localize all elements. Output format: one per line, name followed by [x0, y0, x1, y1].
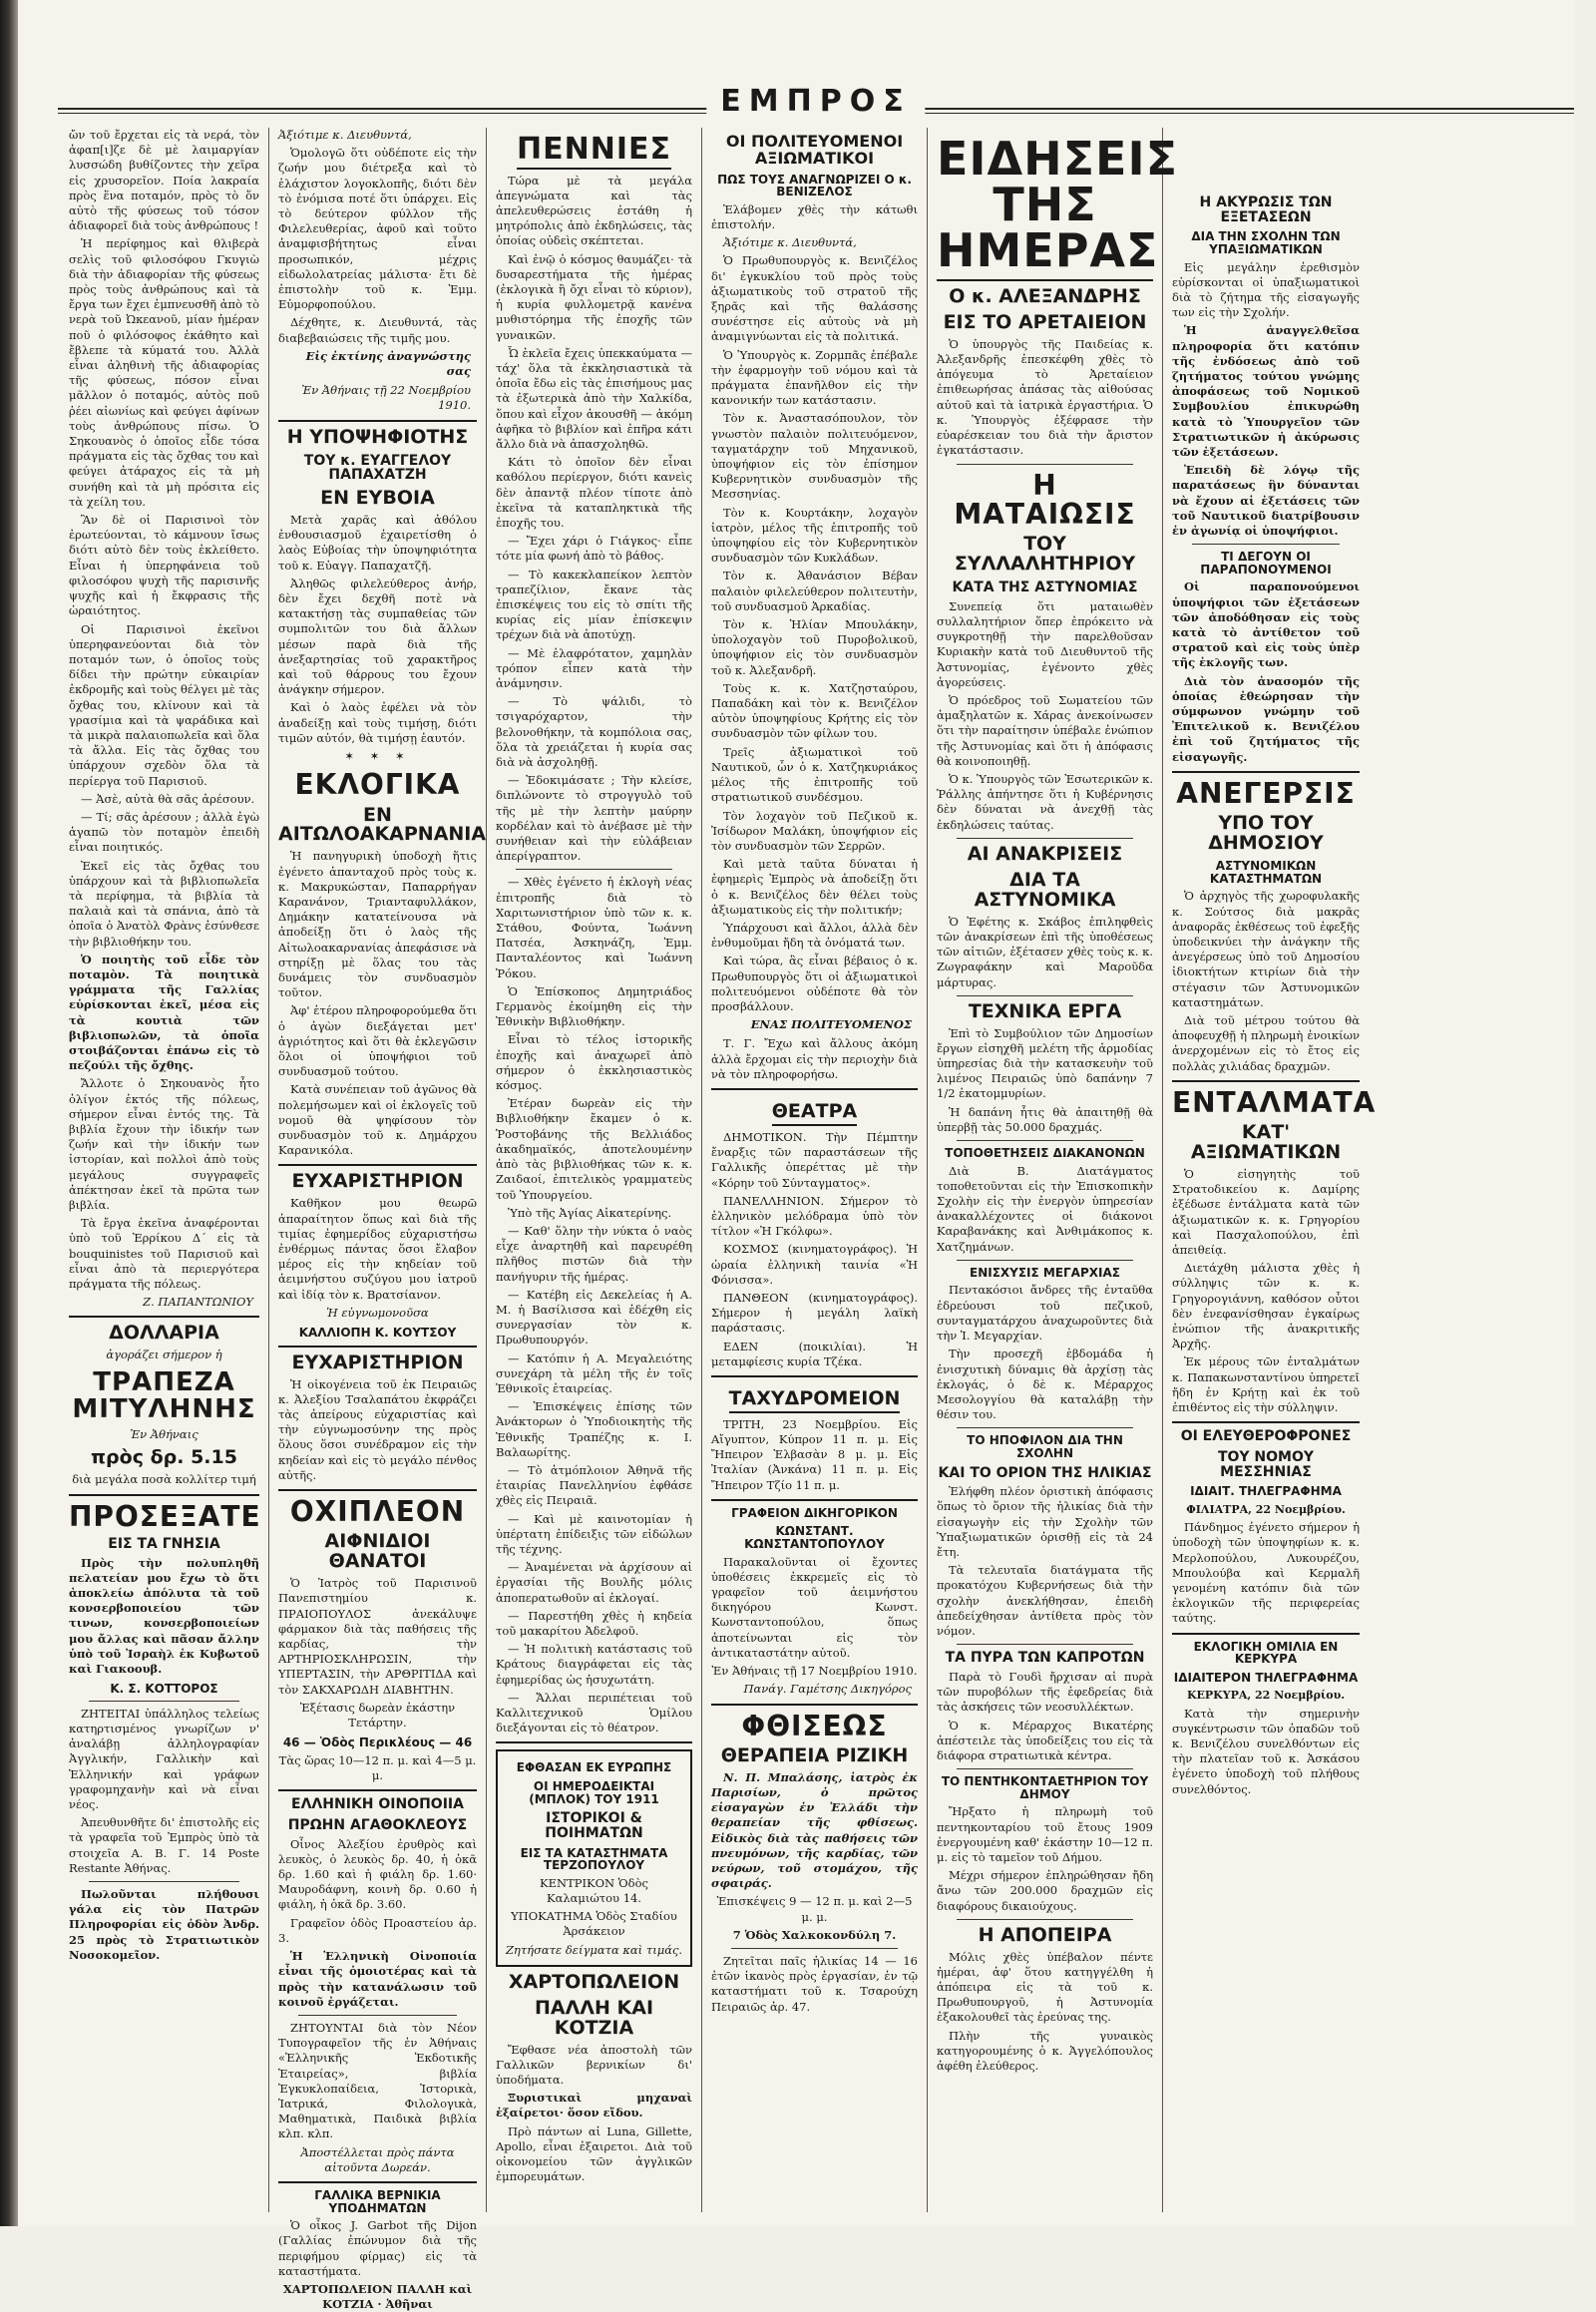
- article-text: Εἰς μεγάλην ἐρεθισμὸν εὑρίσκονται οἱ ὑπαξιωματικοὶ διὰ τὸ ζήτημα τῆς εἰσαγωγῆς των εἰς τὴν Σχολήν.: [1172, 259, 1360, 320]
- news-item: Εἶναι τὸ τέλος ἱστορικῆς ἐποχῆς καὶ ἀναχωρεῖ ἀπὸ σήμερον ὁ ἐκκλησιαστικὸς κόσμος.: [496, 1032, 692, 1093]
- headline-wrap: [496, 128, 692, 174]
- divider: [957, 464, 1133, 465]
- article-text: Ἤρξατο ἡ πληρωμὴ τοῦ πεντηκονταρίου τοῦ ἔτους 1909 ἐνεργουμένη καθ' ἑκάστην 10—12 π. μ. εἰς τὸ ταμεῖον τοῦ Δήμου.: [937, 1804, 1153, 1864]
- classified-text: Ζητεῖται παῖς ἡλικίας 14 — 16 ἐτῶν ἱκανὸς πρὸς ἐργασίαν, ἐν τῷ καταστήματι τοῦ κ. Τσαρούχη Πειραιῶς ἀρ. 47.: [711, 1954, 918, 2014]
- ad-text: Ἡ Ἑλληνικὴ Οἰνοποιία εἶναι τῆς ὁμοιοτέρας καὶ τὰ πρὸς τὴν κατανάλωσιν τοῦ κοινοῦ ἐργάζεται.: [278, 1949, 477, 2009]
- headline: ΟΙ ΠΟΛΙΤΕΥΟΜΕΝΟΙ ΑΞΙΩΜΑΤΙΚΟΙ: [725, 132, 904, 168]
- letter-salutation: Ἀξιότιμε κ. Διευθυντά,: [278, 128, 412, 142]
- article-text: Διετάχθη μάλιστα χθὲς ἡ σύλληψις τῶν κ. κ. Γρηγορογιάννη, καθόσον οὗτοι δὲν ἐνεφανίσθησαν ἐγκαίρως ἐνώπιον τῆς ἀνακριτικῆς Ἀρχῆς.: [1172, 1261, 1360, 1351]
- divider: [1192, 544, 1340, 545]
- headline: ΕΝ ΑΙΤΩΛΟΑΚΑΡΝΑΝΙΑ: [278, 803, 487, 846]
- headline: Η ΥΠΟΨΗΦΙΟΤΗΣ: [286, 425, 469, 448]
- ad-heading: ΓΡΑΦΕΙΟΝ ΔΙΚΗΓΟΡΙΚΟΝ: [731, 1505, 898, 1520]
- headline: ΤΟΥ κ. ΕΥΑΓΓΕΛΟΥ ΠΑΠΑΧΑΤΖΗ: [303, 452, 452, 484]
- divider: [711, 1088, 918, 1090]
- article-text: Ὁμολογῶ ὅτι οὐδέποτε εἰς τὴν ζωήν μου διέτρεξα καὶ τὸ ἐλάχιστον λογοκλοπῆς, διότι δὲν τὸ ἐνόμισα ποτέ ὅτι ὑπάρχει. Εἰς τὸ δεύτερον φύλλον τῆς Φιλελευθερίας, ἀφοῦ καὶ τοῦτο ἀναμφισβήτητως εἶναι προσωπικόν, μέχρις εἰδωλολατρείας μάλιστα· ἔτι δὲ ἐπιστολὴν τοῦ κ. Ἐμμ. Εὐμορφοπούλου.: [278, 146, 477, 312]
- article-text: — Ἐδοκιμάσατε ; Τὴν κλείσε, διπλώνοντε τὸ στρογγυλὸ τοῦ τῆς μὲ τὴν λεπτὴν μαύρην κορδέλαν καὶ τὸ ἀνέβασε μὲ τὴν συνήθειαν καὶ τὴν εὐλάβειαν ἀπερίγραπτον.: [496, 773, 692, 864]
- article-text: Καὶ τώρα, ἂς εἶναι βέβαιος ὁ κ. Πρωθυπουργὸς ὅτι οἱ ἀξιωματικοὶ πολιτευόμενοι οὐδέποτε θὰ τὸν προσβάλλουν.: [711, 954, 918, 1013]
- news-item: — Τὸ ἀτμόπλοιον Ἀθηνᾶ τῆς ἑταιρίας Πανελληνίου ἐφθάσε χθὲς εἰς Πειραιᾶ.: [496, 1462, 692, 1508]
- divider: [516, 869, 672, 870]
- news-item: — Ἐπισκέψεις ἐπίσης τῶν Ἀνάκτορων ὁ Ὑποδιοικητὴς τῆς Ἐθνικῆς Τραπέζης κ. Ι. Βαλαωρίτης.: [496, 1399, 692, 1459]
- newspaper-page: [18, 0, 1574, 2312]
- divider: [1172, 1080, 1360, 1082]
- section-heading: ΤΑΧΥΔΡΟΜΕΙΟΝ: [729, 1389, 901, 1413]
- headline: ΠΩΣ ΤΟΥΣ ΑΝΑΓΝΩΡΙΖΕΙ Ο κ. ΒΕΝΙΖΕΛΟΣ: [717, 172, 912, 199]
- headline: ΕΚΛΟΓΙΚΑ: [294, 768, 461, 802]
- headline: Η ΑΚΥΡΩΣΙΣ ΤΩΝ ΕΞΕΤΑΣΕΩΝ: [1199, 194, 1333, 225]
- ad-heading: ΠΑΛΛΗ ΚΑΙ ΚΟΤΖΙΑ: [534, 1996, 654, 2039]
- ad-text: Ἔφθασε νέα ἀποστολὴ τῶν Γαλλικῶν βερνικίων δι' ὑποδήματα.: [496, 2042, 692, 2087]
- article-text: Διὰ τοῦ μέτρου τούτου θὰ ἀποφευχθῇ ἡ πληρωμὴ ἐνοικίων ἀνερχομένων εἰς τὸ ἔτος εἰς πολλὰς χιλιάδας δραχμῶν.: [1172, 1012, 1360, 1073]
- ad-heading: ΓΑΛΛΙΚΑ ΒΕΡΝΙΚΙΑ ΥΠΟΔΗΜΑΤΩΝ: [314, 2187, 441, 2215]
- signature: ΚΑΛΛΙΟΠΗ Κ. ΚΟΥΤΣΟΥ: [298, 1326, 457, 1341]
- headline: Η ΜΑΤΑΙΩΣΙΣ: [954, 468, 1136, 531]
- headline: ΑΝΕΓΕΡΣΙΣ: [1176, 776, 1356, 810]
- ad-text: Γραφεῖον ὁδὸς Προαστείου ἀρ. 3.: [278, 1915, 477, 1945]
- headline: ΠΕΝΝΙΕΣ: [517, 134, 671, 170]
- article-text: Πλὴν τῆς γυναικὸς κατηγορουμένης ὁ κ. Ἀγγελόπουλος ἀφέθη ἐλεύθερος.: [937, 2028, 1153, 2074]
- article-text: Μέχρι σήμερον ἐπληρώθησαν ἤδη ἄνω τῶν 200.000 δραχμῶν εἰς διαφόρους δικαιούχους.: [937, 1868, 1153, 1913]
- article-text: Πάνδημος ἐγένετο σήμερον ἡ ὑποδοχὴ τῶν ὑποψηφίων κ. κ. Μερλοπούλου, Λυκουρέζου, Μπουλούβα καὶ Κερμαλῆ γενομένη κατόπιν διὰ τῶν ἐκλογικῶν τῆς περιφερείας ταύτης.: [1172, 1520, 1360, 1626]
- headline-wrap: [711, 1096, 918, 1130]
- article-text: Ἀφ' ἑτέρου πληροφορούμεθα ὅτι ὁ ἀγὼν διεξάγεται μετ' ἀγριότητος καὶ ὅτι θὰ ἐκλεγῶσιν ὅλοι οἱ ὑποψήφιοι τοῦ συνδυασμοῦ τούτου.: [278, 1003, 477, 1079]
- ad-text: ΚΕΝΤΡΙΚΟΝ Ὁδὸς Καλαμιώτου 14.: [540, 1875, 648, 1905]
- masthead: [58, 82, 1574, 122]
- divider: [278, 1346, 477, 1348]
- divider: [278, 420, 477, 422]
- ad-heading: ΘΕΡΑΠΕΙΑ ΡΙΖΙΚΗ: [720, 1743, 909, 1766]
- headline: Η ΑΠΟΠΕΙΡΑ: [978, 1923, 1112, 1946]
- article-text: Καὶ μετὰ ταῦτα δύναται ἡ ἐφημερὶς Ἐμπρὸς νὰ ἀποδείξῃ ὅτι ὁ κ. Βενιζέλος δὲν θέλει τοὺς ἀξιωματικοὺς εἰς τὴν πολιτικήν;: [711, 857, 918, 917]
- theatre-item: ΕΔΕΝ (ποικιλίαι). Ἡ μεταμφίεσις κυρία Τζέκα.: [711, 1339, 918, 1368]
- divider: [89, 1701, 239, 1702]
- ad-subheading: ΕΙΣ ΤΑ ΓΝΗΣΙΑ: [108, 1535, 220, 1552]
- news-item: — Ἡ πολιτικὴ κατάστασις τοῦ Κράτους διαγράφεται εἰς τὰς ἐφημερίδας ὡς ἡσυχωτάτη.: [496, 1642, 692, 1687]
- article-text: Οἱ παραπονούμενοι ὑποψήφιοι τῶν ἐξετάσεων τῶν ἀποδόθησαν εἰς τοὺς κατὰ τὸ ἀντίθετον τοῦ στρατοῦ καὶ εἰς τοὺς ὑπὲρ τῆς ἐκλογῆς των.: [1172, 579, 1360, 670]
- divider: [1172, 1633, 1360, 1635]
- article-text: Ἐκ μέρους τῶν ἐνταλμάτων κ. Παπακωνσταντίνου ὑπηρετεῖ ἤδη ἐν Κρήτῃ καὶ ἐκ τοῦ ἐπιθέντος εἰς τὴν σύλληψιν.: [1172, 1354, 1360, 1415]
- article-text: Ἐπὶ τὸ Συμβούλιον τῶν Δημοσίων ἔργων εἰσηχθῆ μελέτη τῆς ἁρμοδίας ὑπηρεσίας διὰ τὴν κατασκευὴν τοῦ λιμένος Πειραιῶς ὑπὸ δαπάνην 7 1/2 ἑκατομμυρίων.: [937, 1025, 1153, 1101]
- ad-text: Ν. Π. Μπαλάσης, ἰατρὸς ἐκ Παρισίων, ὁ πρῶτος εἰσαγαγὼν ἐν Ἑλλάδι τὴν θεραπείαν τῆς φθίσεως. Εἰδικὸς διὰ τὰς παθήσεις τῶν πνευμόνων, τῆς καρδίας, τῶν νεύρων, τοῦ στομάχου, τῆς σφαιράς.: [711, 1769, 918, 1891]
- divider: [957, 995, 1133, 996]
- classified-text: Ἀπευθυνθῆτε δι' ἐπιστολῆς εἰς τὰ γραφεῖα τοῦ Ἐμπρὸς ὑπὸ τὰ στοιχεῖα Α. Β. Γ. 14 Poste Restante Ἀθήνας.: [69, 1815, 259, 1875]
- article-text: Ὁ κ. Ὑπουργὸς τῶν Ἐσωτερικῶν κ. Ῥάλλης ἀπήντησε ὅτι ἡ Κυβέρνησις δὲν δύναται νὰ ἀνεχθῇ τὰς ἐκδηλώσεις ταύτας.: [937, 772, 1154, 832]
- headline: ΕΝΙΣΧΥΣΙΣ ΜΕΓΑΡΧΙΑΣ: [970, 1265, 1120, 1280]
- ad-heading: ΠΡΩΗΝ ΑΓΑΘΟΚΛΕΟΥΣ: [287, 1816, 468, 1833]
- ad-subheading: ἀγοράζει σήμερον ἡ: [106, 1348, 222, 1362]
- column-5: [928, 128, 1179, 2212]
- column-2: [269, 128, 487, 2312]
- divider: [711, 1375, 918, 1377]
- article-text: Πεντακόσιοι ἄνδρες τῆς ἐνταῦθα ἐδρεύουσι τοῦ πεζικοῦ, συνταγματάρχου ἀναχωροῦντες διὰ τὴν Ἱ. Μεγαρχίαν.: [937, 1283, 1153, 1344]
- article-text: — Τὸ κακεκλαπείκον λεπτὸν τραπεζίλιον, ἔκανε τὰς ἐπισκέψεις του εἰς τὸ σπίτι τῆς κυρίας εἰς μίαν ἐπίσκεψιν τρέχων διὰ νὰ ἀποτύχῃ.: [496, 567, 692, 642]
- ad-box: [496, 1749, 692, 1966]
- article-text: Τὸν λοχαγὸν τοῦ Πεζικοῦ κ. Ἰσίδωρον Μαλάκη, ὑποψήφιον εἰς τὸν συνδυασμὸν τῶν Σερρῶν.: [711, 808, 918, 853]
- section-banner: ΕΙΔΗΣΕΙΣ ΤΗΣ ΗΜΕΡΑΣ: [937, 132, 1179, 277]
- ad-text: ΧΑΡΤΟΠΩΛΕΙΟΝ ΠΑΛΛΗ καὶ ΚΟΤΖΙΑ · Ἀθῆναι: [282, 2281, 473, 2312]
- article-text: Ἀληθῶς φιλελεύθερος ἀνήρ, δὲν ἔχει δεχθῆ ποτὲ νὰ κατακτήσῃ τὰς συμπαθείας τῶν συμπολιτῶν του διὰ ἄλλων μέσων παρὰ διὰ τῆς ἀνεξαρτησίας τοῦ χαρακτῆρος καὶ τοῦ θάρρους του ἔχουν ἀνάγκην σήμερον.: [278, 576, 477, 697]
- ad-heading: ΠΡΟΣΕΞΑΤΕ: [69, 1499, 261, 1533]
- headline: ΚΑΤΑ ΤΗΣ ΑΣΤΥΝΟΜΙΑΣ: [952, 579, 1138, 596]
- article-text: Ὁ Ἐφέτης κ. Σκάβος ἐπιληφθεὶς τῶν ἀνακρίσεων ἐπὶ τῆς ὑποθέσεως τῶν αἰτιῶν, ἐξέτασεν χθὲς τοὺς κ. κ. Ζωγραφάκην καὶ Μαροῦδα μάρτυρας.: [937, 914, 1153, 989]
- headline: ΤΕΧΝΙΚΑ ΕΡΓΑ: [968, 999, 1122, 1022]
- theatre-item: ΔΗΜΟΤΙΚΟΝ. Τὴν Πέμπτην ἔναρξις τῶν παραστάσεων τῆς Γαλλικῆς ὀπερέττας μὲ τὴν «Κόρην τοῦ Σύνταγματος».: [711, 1129, 918, 1190]
- headline: ΤΟ ΗΠΟΦΙΛΟΝ ΔΙΑ ΤΗΝ ΣΧΟΛΗΝ: [967, 1433, 1123, 1460]
- headline: ΔΙΑ ΤΗΝ ΣΧΟΛΗΝ ΤΩΝ ΥΠΑΞΙΩΜΑΤΙΚΩΝ: [1191, 229, 1341, 256]
- divider: [957, 1768, 1133, 1769]
- news-item: — Παρεστήθη χθὲς ἡ κηδεία τοῦ μακαρίτου Ἀδελφοῦ.: [496, 1608, 692, 1638]
- article-text: Οἱ Παρισινοὶ ἐκεῖνοι ὑπερηφανεύονται διὰ τὸν ποταμόν των, ὁ ὁποῖος τοὺς δίδει τὴν πρώτην εὐκαιρίαν ἐκδρομῆς καὶ τοὺς θέλγει μὲ τὰς ὄχθας του, κλίνουν καὶ τὰ γρασίμια καὶ τὰ ψαράδικα καὶ τὰ μικρὰ παλαιοπωλεῖα καὶ ὅλα τὰ ἄλλα. Εἰς τὰς ὄχθας του ὑπάρχουν σχεδὸν ὅλα τὰ περίεργα τοῦ Παρισιοῦ.: [69, 621, 259, 788]
- letter-signature: ΕΝΑΣ ΠΟΛΙΤΕΥΟΜΕΝΟΣ: [750, 1017, 912, 1032]
- ad-text: Παρακαλοῦνται οἱ ἔχοντες ὑποθέσεις ἐκκρεμεῖς εἰς τὸ γραφεῖον τοῦ ἀειμνήστου δικηγόρου Κωνστ. Κωνσταντοπούλου, ὅπως ἀποτείνωνται εἰς τὸν ἀντικαταστάτην αὐτοῦ.: [711, 1554, 918, 1660]
- divider: [711, 1499, 918, 1501]
- ad-heading: ΚΩΝΣΤΑΝΤ. ΚΩΝΣΤΑΝΤΟΠΟΥΛΟΥ: [744, 1524, 885, 1552]
- article-text: Ἐπειδὴ δὲ λόγῳ τῆς παρατάσεως ἣν δύνανται νὰ ἔχουν αἱ ἐξετάσεις τῶν τοῦ Ναυτικοῦ διατρίβουσιν ἐν ἀγωνίᾳ οἱ ὑποψήφιοι.: [1172, 463, 1360, 539]
- article-text: Ὁ Ὑπουργὸς κ. Ζορμπᾶς ἐπέβαλε τὴν ἐφαρμογὴν τοῦ νόμου καὶ τὰ πράγματα ἐπανῆλθον εἰς τὴν κανονικήν των κατάστασιν.: [711, 347, 918, 408]
- headline: Ο κ. ΑΛΕΞΑΝΔΡΗΣ: [949, 285, 1141, 307]
- article-text: Κατὰ τὴν σημερινὴν συγκέντρωσιν τῶν ὁπαδῶν τοῦ κ. Βενιζέλου συνελθόντων εἰς τὴν πλατεῖαν τοῦ κ. Ἀσκάσου ἐγένετο ὑποδοχὴ τοῦ πλήθους συνελθόντος.: [1172, 1706, 1360, 1796]
- divider: [278, 1789, 477, 1791]
- ad-text: Ξυριστικαὶ μηχαναὶ ἐξαίρετοι· ὅσον εἴδου.: [496, 2091, 692, 2120]
- article-text: Τὸν κ. Ἀναστασόπουλον, τὸν γνωστὸν παλαιὸν πολιτευόμενον, ταγματάρχην τοῦ Μηχανικοῦ, ὑποψήφιον εἰς τὸν ἐπίσημον Κυβερνητικὸν συνδυασμὸν τῆς Μεσσηνίας.: [711, 411, 918, 502]
- article-text: Ἡ πανηγυρικὴ ὑποδοχὴ ἥτις ἐγένετο ἀπανταχοῦ πρὸς τοὺς κ. κ. Μακρυκώσταν, Παπαρρήγαν Καρανάνον, Τριανταφυλλάκον, Δημάκην κατατείνουσα νὰ ἀποδείξῃ ὅτι ὁ λαὸς τῆς Αἰτωλοακαρνανίας ἀπεφάσισε νὰ στηρίξῃ μὲ ὅλας του τὰς δυνάμεις τὸν συνδυασμὸν τοῦτον.: [278, 849, 477, 1000]
- headline: ΕΥΧΑΡΙΣΤΗΡΙΟΝ: [291, 1350, 464, 1373]
- ad-text: Πρὸ πάντων αἱ Luna, Gillette, Apollo, εἶναι ἐξαιρετοι. Διὰ τοῦ οἰκονομείου τῶν ἀγγλικῶν ἐμπορευμάτων.: [496, 2123, 692, 2184]
- headline: ΙΔΙΑΙΤ. ΤΗΛΕΓΡΑΦΗΜΑ: [1190, 1484, 1342, 1499]
- ad-hours: Τὰς ὥρας 10—12 π. μ. καὶ 4—5 μ. μ.: [278, 1752, 477, 1783]
- divider: [957, 838, 1133, 839]
- headline: ΚΑΤ' ΑΞΙΩΜΑΤΙΚΩΝ: [1190, 1121, 1342, 1164]
- headline: ΥΠΟ ΤΟΥ ΔΗΜΟΣΙΟΥ: [1208, 812, 1324, 855]
- headline: ΕΝΤΑΛΜΑΤΑ: [1172, 1085, 1377, 1119]
- signature-prefix: Ἡ εὐγνωμονοῦσα: [326, 1305, 429, 1320]
- article-text: ὤν τοῦ ἔρχεται εἰς τὰ νερά, τὸν ἀφαπ[ι]ζε δὲ μὲ λαιμαργίαν λυσσώδη βυθίζοντες τὴν χεῖρα εἰς χρυσορεῖον. Ποία λακραία πρὸς ἕνα ποταμόν, πρὸς τὸ ὅν αὐτὸ τῆς φύσεως τοῦ τόσον ἀδιαφορεῖ διὰ τοὺς ἀνθρώπους !: [69, 128, 259, 233]
- ad-heading: ΟΧΙΠΛΕΟΝ: [289, 1495, 466, 1528]
- article-text: Ἡ ἀναγγελθεῖσα πληροφορία ὅτι κατόπιν τῆς ἐνδόσεως ἀπὸ τοῦ ζητήματος τούτου γνώμης ἀποφάσεως τοῦ Νομικοῦ Συμβουλίου ἐπικυρώθη κατὰ τὸ Ὑπουργεῖον τῶν Στρατιωτικῶν ἡ ἀκύρωσις τῶν ἐξετάσεων.: [1172, 323, 1360, 459]
- article-text: Καὶ ἐνῷ ὁ κόσμος θαυμάζει· τὰ δυσαρεστήματα τῆς ἡμέρας (ἐκλογικὰ ἢ ὄχι εἶναι τὸ κύριον), ἡ κυρία φυλλομετρᾷ κανένα μυθιστόρημα τῆς ἐποχῆς τῶν γυναικῶν.: [496, 251, 692, 342]
- article-text: Ὁ Πρωθυπουργὸς κ. Βενιζέλος δι' ἐγκυκλίου τοῦ πρὸς τοὺς ἀξιωματικοὺς τοῦ στρατοῦ τῆς ξηρᾶς καὶ τῆς θαλάσσης συνέστησε εἰς αὐτοὺς νὰ μὴ ἀναμιγνύωνται εἰς τὰ πολιτικά.: [711, 253, 918, 344]
- ornament: ✶ ✶ ✶: [344, 748, 411, 763]
- ad-text: Ἐν Ἀθήναις τῇ 17 Νοεμβρίου 1910.: [711, 1664, 918, 1679]
- ad-heading: ΙΣΤΟΡΙΚΟΙ & ΠΟΙΗΜΑΤΩΝ: [545, 1810, 643, 1841]
- divider: [278, 1489, 477, 1491]
- divider: [957, 1260, 1133, 1261]
- article-text: Μετὰ χαρᾶς καὶ ἀθόλου ἐνθουσιασμοῦ ἐχαιρετίσθη ὁ λαὸς Εὐβοίας τὴν ὑποψηφιότητα τοῦ κ. Εὐαγγ. Παπαχατζῆ.: [278, 512, 477, 573]
- ad-text: Ἀποστέλλεται πρὸς πάντα αἰτοῦντα Δωρεάν.: [300, 2144, 455, 2174]
- article-text: Τὸν κ. Ἀθανάσιον Βέβαν παλαιὸν φιλελεύθερον πολιτευτὴν, τοῦ συνδυασμοῦ Ἀρκαδίας.: [711, 569, 918, 613]
- article-text: — Τί; σᾶς ἀρέσουν ; ἀλλὰ ἐγὼ ἀγαπῶ τὸν ποταμὸν ἐπειδὴ εἶναι ποιητικός.: [69, 809, 259, 855]
- ad-bank-name: ΤΡΑΠΕΖΑ ΜΙΤΥΛΗΝΗΣ: [72, 1366, 256, 1424]
- headline: ΟΙ ΕΛΕΥΘΕΡΟΦΡΟΝΕΣ: [1180, 1428, 1352, 1445]
- article-text: Τοὺς κ. κ. Χατζησταύρου, Παπαδάκη καὶ τὸν κ. Βενιζέλον αὐτὸν ὑποψηφίους Κρήτης εἰς τὸν συνδυασμὸν τῶν φίλων του.: [711, 680, 918, 741]
- article-text: Τρεῖς ἀξιωματικοὶ τοῦ Ναυτικοῦ, ὧν ὁ κ. Χατζηκυριάκος μέλος τῆς ἐπιτροπῆς τοῦ στρατιωτικοῦ συνδέσμου.: [711, 744, 918, 805]
- headline: ΕΚΛΟΓΙΚΗ ΟΜΙΛΙΑ ΕΝ ΚΕΡΚΥΡΑ: [1193, 1639, 1339, 1667]
- news-item: — Κατέβη εἰς Δεκελείας ἡ Α. Μ. ἡ Βασίλισσα καὶ ἐδέχθη εἰς συνεργασίαν τὸν κ. Πρωθυπουργόν.: [496, 1287, 692, 1348]
- news-item: — Καθ' ὅλην τὴν νύκτα ὁ ναὸς εἶχε ἀναρτηθῆ καὶ παρευρέθη πλῆθος πιστῶν διὰ τὴν πανήγυριν τῆς ἡμέρας.: [496, 1223, 692, 1284]
- classified-text: Πωλοῦνται πλήθουσι γάλα εἰς τὸν Πατρῶν Πληροφορίαι εἰς ὁδὸν Ἀνδρ. 25 πρὸς τὸ Στρατιωτικὸν Νοσοκομεῖον.: [69, 1887, 259, 1962]
- divider: [89, 1881, 239, 1882]
- headline: ΤΟΠΟΘΕΤΗΣΕΙΣ ΔΙΑΚΑΝΟΝΩΝ: [945, 1146, 1145, 1161]
- article-text: Διὰ τὸν ἀνασομόν τῆς ὁποίας ἐθεώρησαν τὴν σύμφωνον γνώμην τοῦ Ἐπιτελικοῦ κ. Βενιζέλου ἐπὶ τοῦ ζητήματος τῆς εἰσαγωγῆς.: [1172, 673, 1360, 764]
- ad-signature: Κ. Σ. ΚΟΤΤΟΡΟΣ: [110, 1682, 218, 1697]
- divider: [957, 1644, 1133, 1645]
- article-text: — Ἀσὲ, αὐτὰ θὰ σᾶς ἀρέσουν.: [81, 791, 255, 806]
- article-text: Ἂν δὲ οἱ Παρισινοὶ τὸν ἐρωτεύονται, τὸ κάμνουν ἴσως διότι αὐτὸ δὲν τοὺς ἐκλείθετο. Εἶναι ἡ ὑπερηφάνεια τοῦ φιλοσόφου ψυχὴ τῆς παρισινῆς ψυχῆς καὶ ἡ ἔκφρασις τῆς ὡραιότητος.: [69, 513, 259, 618]
- article-text: Μόλις χθὲς ὑπέβαλον πέντε ἡμέραι, ἀφ' ὅτου κατηγγέλθη ἡ ἀπόπειρα εἰς τὰ τοῦ κ. Πρωθυπουργοῦ, ἡ Ἀστυνομία ἐξακολουθεῖ τὰς ἐρεύνας της.: [937, 1949, 1153, 2025]
- column-3: [487, 128, 702, 2212]
- ad-heading: ΕΛΛΗΝΙΚΗ ΟΙΝΟΠΟΙΙΑ: [291, 1796, 464, 1813]
- article-text: Τ. Γ. Ἔχω καὶ ἄλλους ἀκόμη ἀλλὰ ἔρχομαι εἰς τὴν περιοχὴν διὰ νὰ τὸν πληροφορήσω.: [711, 1036, 918, 1081]
- headline: ΤΟ ΠΕΝΤΗΚΟΝΤΑΕΤΗΡΙΟΝ ΤΟΥ ΔΗΜΟΥ: [941, 1774, 1149, 1801]
- headline: ΕΝ ΕΥΒΟΙΑ: [320, 486, 435, 509]
- ad-heading: ΑΙΦΝΙΔΙΟΙ ΘΑΝΑΤΟΙ: [324, 1530, 431, 1573]
- article-text: Ὁ εἰσηγητὴς τοῦ Στρατοδικείου κ. Δαμίρης ἐξέδωσε ἐντάλματα κατὰ τῶν ἀξιωματικῶν κ. κ. Γρηγορίου καὶ Πασχαλοπούλου, ἐπὶ ἀπειθείᾳ.: [1172, 1167, 1360, 1258]
- headline: ΤΟΥ ΣΥΛΛΑΛΗΤΗΡΙΟΥ: [954, 533, 1136, 576]
- article-text: Διὰ Β. Διατάγματος τοποθετοῦνται εἰς τὴν Ἐπισκοπικὴν Σχολὴν εἰς τὴν ἐνεργὸν ὑπηρεσίαν ἀνακαλλέχοντες οἱ διάκονοι Καραβανάκης καὶ Ἀνθιμάκοπος κ. Χατζημάνων.: [937, 1163, 1153, 1254]
- article-text: Ὦ ἐκλεῖα ἔχεις ὑπεκκαύματα — τάχ' ὅλα τὰ ἐκκλησιαστικὰ τὰ ὁποῖα ἔδω εἰς τὰς ἐπισήμους μας τὰ ἐξωτερικὰ ἀπὸ τὴν Χαλκίδα, ὅπου καὶ εἶχον ἀκουσθῆ — ἀκόμη ἀφῆκα τὸ βιβλίον καὶ ἐπῆρα κάτι ἄλλο διὰ νὰ ἀπασχοληθῶ.: [496, 345, 692, 451]
- columns: [60, 128, 1574, 2312]
- news-item: Ὑπὸ τῆς Ἀγίας Αἰκατερίνης.: [508, 1205, 672, 1220]
- article-text: Ἐλήφθη πλέον ὁριστικὴ ἀπόφασις ὅπως τὸ ὅριον τῆς ἡλικίας διὰ τὴν εἰσαγωγὴν εἰς τὴν Σχολὴν τῶν Ὑπαξιωματικῶν ὁρισθῇ εἰς τὰ 24 ἔτη.: [937, 1484, 1153, 1559]
- article-text: Συνεπείᾳ ὅτι ματαιωθὲν συλλαλητήριον ὅπερ ἐπρόκειτο νὰ συγκροτηθῇ τὴν παρελθοῦσαν Κυριακὴν κατὰ τοῦ Διευθυντοῦ τῆς Ἀστυνομίας, ἐγένοντο χθὲς ἀγορεύσεις.: [937, 598, 1153, 689]
- article-text: Τὸν κ. Κουρτάκην, λοχαγὸν ἰατρὸν, μέλος τῆς ἐπιτροπῆς τοῦ ὑποψηφίου εἰς τὸν Κυβερνητικὸν συνδυασμὸν τῶν Κυκλάδων.: [711, 505, 918, 566]
- divider: [278, 1164, 477, 1166]
- letter-salutation: Ἀξιότιμε κ. Διευθυντά,: [723, 235, 857, 250]
- dateline: ΚΕΡΚΥΡΑ, 22 Νοεμβρίου.: [1186, 1689, 1346, 1703]
- article-text: — Τὸ ψάλιδι, τὸ τσιγαρόχαρτον, τὴν βελονοθήκην, τὰ κομπόλοια σας, ὅλα τὰ χρειάζεται ἡ κυρία σας διὰ νὰ ἀσχοληθῇ.: [496, 694, 692, 770]
- article-signature: Ζ. ΠΑΠΑΝΤΩΝΙΟΥ: [143, 1295, 253, 1310]
- article-text: Καθῆκον μου θεωρῶ ἀπαραίτητον ὅπως καὶ διὰ τῆς τιμίας ἐφημερίδος εὐχαριστήσω ἐνθέρμως πάντας ὅσοι ἔλαβον μέρος εἰς τὴν κηδείαν τοῦ ἀειμνήστου συζύγου μου ἰατροῦ καὶ ἰδίᾳ τὸν κ. Βρατσίανον.: [278, 1196, 477, 1302]
- ad-heading: ΔΟΛΛΑΡΙΑ: [109, 1322, 219, 1345]
- headline: ΙΔΙΑΙΤΕΡΟΝ ΤΗΛΕΓΡΑΦΗΜΑ: [1173, 1670, 1359, 1685]
- news-item: — Ἄλλαι περιπέτειαι τοῦ Καλλιτεχνικοῦ Ὁμίλου διεξάγονται εἰς τὸ θέατρον.: [496, 1690, 692, 1735]
- headline: ΑΙ ΑΝΑΚΡΙΣΕΙΣ: [967, 842, 1123, 865]
- article-text: Ὁ κ. Μέραρχος Βικατέρης ἀπέστειλε τὰς ὑποδείξεις του εἰς τὰ διάφορα στρατιωτικὰ κέντρα.: [937, 1718, 1153, 1762]
- section-heading: ΘΕΑΤΡΑ: [772, 1102, 857, 1126]
- article-text: Ὁ πρόεδρος τοῦ Σωματείου τῶν ἀμαξηλατῶν κ. Χάρας ἀνεκοίνωσεν ὅτι τὴν παραίτησιν ὑπέβαλε ἐνώπιον τῆς Ἀστυνομίας καὶ ὅτι ἡ ἀπόφασις θὰ κοινοποιηθῇ.: [937, 693, 1153, 768]
- news-item: Ἐτέραν δωρεὰν εἰς τὴν Βιβλιοθήκην ἔκαμεν ὁ κ. Ῥοστοβάνης τῆς Βελλιάδος ἀκαδημαϊκός, ἀποτελουμένην ἀπὸ τὰς βιβλιοθήκας τῶν κ. κ. Ζαιδαοί, ἐπιτελικὸς γραμματεὺς τοῦ Ὑπουργείου.: [496, 1096, 692, 1202]
- article-text: Τώρα μὲ τὰ μεγάλα ἀπεγνώματα καὶ τὰς ἀπελευθερώσεις ἐστάθη ἡ μητρόπολις ἀπὸ ἐκδηλώσεις, τὰς ὁποίας οὐδεὶς σκέπτεται.: [496, 173, 692, 248]
- article-text: Τὴν προσεχῆ ἑβδομάδα ἡ ἐνισχυτικὴ δύναμις θὰ ἀρχίσῃ τὰς ἐκλογάς, ὁ δὲ κ. Μέραρχος Μεσολογγίου θὰ καταλάβῃ τὴν θέσιν του.: [937, 1347, 1153, 1422]
- ad-bank-city: Ἐν Ἀθήναις: [130, 1427, 199, 1442]
- headline-wrap: [711, 1383, 918, 1417]
- divider: [1172, 1421, 1360, 1423]
- masthead-title: ΕΜΠΡΟΣ: [706, 84, 925, 119]
- ad-rate-note: διὰ μεγάλα ποσὰ κολλίτερ τιμή: [72, 1472, 256, 1487]
- ad-text: 7 Ὁδὸς Χαλκοκονδύλη 7.: [732, 1927, 897, 1942]
- ad-text: Ὁ Ἰατρὸς τοῦ Παρισινοῦ Πανεπιστημίου κ. ΠΡΑΙΟΠΟΥΛΟΣ ἀνεκάλυψε φάρμακον διὰ τὰς παθήσεις τῆς καρδίας, τὴν ΑΡΤΗΡΙΟΣΚΛΗΡΩΣΙΝ, τὴν ΥΠΕΡΤΑΣΙΝ, τὴν ΑΡΘΡΙΤΙΔΑ καὶ τὸν ΣΑΚΧΑΡΩΔΗ ΔΙΑΒΗΤΗΝ.: [278, 1576, 477, 1697]
- article-text: Ἡ δαπάνη ἧτις θὰ ἀπαιτηθῇ θὰ ὑπερβῇ τὰς 50.000 δραχμάς.: [937, 1104, 1153, 1134]
- divider: [937, 279, 1153, 281]
- divider: [496, 1741, 692, 1743]
- letter-date: Ἐν Ἀθήναις τῇ 22 Νοεμβρίου 1910.: [301, 383, 471, 413]
- ad-heading: ΕΙΣ ΤΑ ΚΑΤΑΣΤΗΜΑΤΑ ΤΕΡΖΟΠΟΥΛΟΥ: [520, 1845, 668, 1873]
- article-text: — Ἔχει χάρι ὁ Γιάγκος· εἶπε τότε μία φωνή ἀπὸ τὸ βάθος.: [496, 534, 692, 564]
- divider: [957, 1427, 1133, 1428]
- post-item: ΤΡΙΤΗ, 23 Νοεμβρίου. Εἰς Αἴγυπτον, Κύπρον 11 π. μ. Εἰς Ἤπειρον Ἐλβασὰν 8 μ. μ. Εἰς Ἰταλίαν (Ἀνκάνα) 11 π. μ. Εἰς Ἤπειρον Τζίο 11 π. μ.: [711, 1416, 918, 1492]
- divider: [298, 2015, 457, 2016]
- article-text: — Μὲ ἐλαφρότατον, χαμηλὰν τρόπον εἶπεν κατὰ τὴν ἀνάμνησιν.: [496, 645, 692, 690]
- article-text: Ὁ ὑπουργὸς τῆς Παιδείας κ. Ἀλεξανδρῆς ἐπεσκέφθη χθὲς τὸ ἀπόγευμα τὸ Ἀρεταίειον ἐπιθεωρήσας ἁπάσας τὰς αἰθούσας αὐτοῦ καὶ τὰ ἰατρικὰ ἐργαστήρια. Ὁ κ. Ὑπουργὸς ἐξέφρασε τὴν εὐαρέσκειαν του διὰ τὴν ἄριστον ἐγκατάστασιν.: [937, 336, 1153, 458]
- headline: ΔΙΑ ΤΑ ΑΣΤΥΝΟΜΙΚΑ: [974, 868, 1116, 911]
- headline: ΑΣΤΥΝΟΜΙΚΩΝ ΚΑΤΑΣΤΗΜΑΤΩΝ: [1209, 859, 1323, 886]
- ad-address: 46 — Ὁδὸς Περικλέους — 46: [282, 1735, 473, 1750]
- headline: ΤΙ ΔΕΓΟΥΝ ΟΙ ΠΑΡΑΠΟΝΟΥΜΕΝΟΙ: [1200, 550, 1332, 577]
- ad-text: Ἐπισκέψεις 9 — 12 π. μ. καὶ 2—5 μ. μ.: [716, 1894, 913, 1924]
- ad-rate: πρὸς δρ. 5.15: [91, 1446, 237, 1469]
- article-text: Καὶ ὁ λαὸς ἐφέλει νὰ τὸν ἀναδείξῃ καὶ τοὺς τιμήσῃ, διότι τιμῶν αὐτόν, θὰ τιμήσῃ ἑαυτόν.: [278, 700, 477, 745]
- letter-signature: Εἰς ἐκτίνης ἀναγνώστης σας: [305, 348, 471, 379]
- article-text: Ὑπάρχουσι καὶ ἄλλοι, ἀλλὰ δὲν ἐνθυμοῦμαι ἤδη τὰ ὀνόματά των.: [711, 920, 918, 951]
- article-text: Παρὰ τὸ Γουδὶ ἤρχισαν αἱ πυρὰ τῶν πυροβόλων τῆς ἐφεδρείας διὰ τὰς ἀσκήσεις τῶν νεοσυλλέκτων.: [937, 1669, 1153, 1715]
- headline: ΕΙΣ ΤΟ ΑΡΕΤΑΙΕΙΟΝ: [943, 310, 1147, 333]
- divider: [957, 1919, 1133, 1920]
- divider: [69, 1494, 259, 1496]
- ad-heading: ΦΘΙΣΕΩΣ: [741, 1709, 888, 1742]
- ad-text: Ζητήσατε δείγματα καὶ τιμάς.: [505, 1942, 683, 1957]
- ad-text: Οἶνος Ἀλεξίου ἐρυθρὸς καὶ λευκὸς, ὁ λευκὸς δρ. 40, ἡ ὀκᾶ δρ. 1.60 καὶ ἡ φιάλη δρ. 1.60· Μαυροδάφνη, κοινὴ δρ. 0.60 ἡ φιάλη, ἡ ὀκᾶ δρ. 3.60.: [278, 1836, 477, 1912]
- article-text: Ἡ οἰκογένεια τοῦ ἐκ Πειραιῶς κ. Ἀλεξίου Τσαλαπάτου ἐκφράζει τὰς ἀπείρους εὐχαριστίας καὶ τὴν εὐγνωμοσύνην της πρὸς ὅλους ὅσοι συνέδραμον εἰς τὴν κηδείαν καὶ εἰς τὸ μεγάλο πένθος αὐτῆς.: [278, 1376, 477, 1482]
- ad-text: ΖΗΤΟΥΝΤΑΙ διὰ τὸν Νέον Τυπογραφεῖον τῆς ἐν Ἀθήναις «Ἑλληνικῆς Ἐκδοτικῆς Ἑταιρείας», βιβλία Ἐγκυκλοπαίδεια, Ἱστορικὰ, Ἰατρικά, Φιλολογικὰ, Μαθηματικὰ, Παιδικὰ βιβλία κλπ. κλπ.: [278, 2020, 477, 2141]
- article-text: Τὰ ἔργα ἐκεῖνα ἀναφέρονται ὑπὸ τοῦ Ἐρρίκου Δ΄ εἰς τὰ bouquinistes τοῦ Παρισιοῦ καὶ εἶναι ἀπὸ τὰ περιεργότερα πράγματα τῆς πόλεως.: [69, 1216, 259, 1292]
- ad-heading: ΟΙ ΗΜΕΡΟΔΕΙΚΤΑΙ (ΜΠΛΟΚ) ΤΟΥ 1911: [529, 1779, 659, 1806]
- article-text: Κάτι τὸ ὁποῖον δὲν εἶναι καθόλου περίεργον, διότι κανεὶς δὲν ἀπαντᾷ πλέον τίποτε ἀπὸ ἐκεῖνα τὰ καταπληκτικὰ τῆς ἐποχῆς του.: [496, 455, 692, 530]
- theatre-item: ΠΑΝΕΛΛΗΝΙΟΝ. Σήμερον τὸ ἐλληνικὸν μελόδραμα ὑπὸ τὸν τίτλον «Ἡ Γκόλφω».: [711, 1193, 918, 1239]
- column-4: [702, 128, 928, 2212]
- article-text: Τὰ τελευταῖα διατάγματα τῆς προκατόχου Κυβερνήσεως διὰ τὴν σχολὴν ἀνεκλήθησαν, ἐπειδὴ ἀπεδείχθησαν ἀντίθετα πρὸς τὸν νόμον.: [937, 1563, 1153, 1639]
- article-text: Ὁ ποιητὴς τοῦ εἶδε τὸν ποταμὸν. Τὰ ποιητικὰ γράμματα τῆς Γαλλίας εὑρίσκονται ἐκεῖ, μέσα εἰς τὰ κουτιὰ τῶν βιβλιοπωλῶν, τὰ ὁποῖα στοιβάζονται ἐπάνω εἰς τὸ πεζούλι τῆς ὄχθης.: [69, 952, 259, 1073]
- ad-text: Ἐξέτασις δωρεὰν ἐκάστην Τετάρτην.: [299, 1700, 456, 1731]
- column-1: [60, 128, 269, 2212]
- theatre-item: ΚΟΣΜΟΣ (κινηματογράφος). Ἡ ὡραία ἑλληνικὴ ταινία «Ἡ Φόνισσα».: [711, 1242, 918, 1287]
- news-item: — Ἀναμένεται νὰ ἀρχίσουν αἱ ἐργασίαι τῆς Βουλῆς μόλις ἀποπερατωθοῦν αἱ ἐκλογαί.: [496, 1560, 692, 1605]
- ad-text: Ὁ οἶκος J. Garbot τῆς Dijon (Γαλλίας ἐπώνυμον διὰ τῆς περιφήμου φίρμας) εἰς τὰ καταστήματα.: [278, 2218, 477, 2278]
- divider: [711, 1704, 918, 1706]
- article-text: Ἡ περίφημος καὶ θλιβερὰ σελὶς τοῦ φιλοσόφου Γκυγιὼ διὰ τὴν ἀδιαφορίαν τῆς φύσεως πρὸς τοὺς ἀνθρώπους καὶ τὰ ἔργα των ἔχει ἐμπνευσθῆ ἀπὸ τὸ νερὰ τοῦ Ὠκεανοῦ, μίαν ἡμέραν ποῦ ὁ φιλόσοφος ἐκάθητο καὶ ἔβλεπε τὰ κύματά του. Ἀλλὰ εἶναι ἀληθινὴ τῆς ἀδιαφορίας τῆς φύσεως, πόσον εἶναι μᾶλλον ὁ ποταμός, αὐτὸς ποῦ ῥέει αἰωνίως καὶ φεύγει ἀφίνων τοὺς ἀνθρώπους πίσω. Ὁ Σηκουανὸς ὁ ὁποῖος εἶδε τόσα πράγματα εἰς τὰς ὄχθας του καὶ φεύγει ἀτάραχος εἰς τὰ μὴ συνήθη καὶ τὰ μὴ πρόσιτα εἰς τὰ χείλη του.: [69, 236, 259, 509]
- news-item: — Χθὲς ἐγένετο ἡ ἐκλογὴ νέας ἐπιτροπῆς διὰ τὸ Χαριτωνιστήριον ὑπὸ τῶν κ. κ. Στάθου, Φούντα, Ἰωάννη Πατσέα, Ἀσκηνάζη, Ἐμμ. Πανταλέοντος καὶ Ἰωάννη Ῥόκου.: [496, 875, 692, 980]
- article-text: Δέχθητε, κ. Διευθυντά, τὰς διαβεβαιώσεις τῆς τιμῆς μου.: [278, 315, 477, 345]
- banner-spacer: [1172, 128, 1360, 190]
- article-text: Ἐλάβομεν χθὲς τὴν κάτωθι ἐπιστολήν.: [711, 201, 918, 231]
- headline: ΤΑ ΠΥΡΑ ΤΩΝ ΚΑΠΡΟΤΩΝ: [945, 1650, 1145, 1667]
- ad-text: ΥΠΟΚΑΤΗΜΑ Ὁδὸς Σταδίου Ἀρσάκειον: [511, 1909, 677, 1939]
- divider: [1172, 771, 1360, 773]
- ad-signature: Πανάγ. Γαμέτσης Δικηγόρος: [743, 1682, 912, 1697]
- theatre-item: ΠΑΝΘΕΟΝ (κινηματογράφος). Σήμερον ἡ μεγάλη λαϊκὴ παράστασις.: [711, 1290, 918, 1336]
- news-item: — Κατόπιν ἡ Α. Μεγαλειότης συνεχάρη τὰ μέλη τῆς ἐν τοῖς Ἐθνικοῖς ἑταιρείας.: [496, 1350, 692, 1395]
- classified-text: ΖΗΤΕΙΤΑΙ ὑπάλληλος τελείως κατηρτισμένος γνωρίζων ν' ἀναλάβῃ ἀλληλογραφίαν Ἀγγλικήν, Γαλλικὴν καὶ Ἑλληνικήν καὶ γράφων γραφομηχανὴν καὶ νὰ εἶναι νέος.: [69, 1706, 259, 1812]
- news-item: — Καὶ μὲ καινοτομίαν ἡ ὑπέρτατη ἐπίδειξις τῶν εἰδώλων τῆς τέχνης.: [496, 1511, 692, 1556]
- divider: [278, 2181, 477, 2183]
- article-text: Τὸν κ. Ἠλίαν Μπουλάκην, ὑπολοχαγὸν τοῦ Πυροβολικοῦ, ὑποψήφιον εἰς τὸν συνδυασμὸν τοῦ κ. Ἀλεξανδρῆ.: [711, 617, 918, 677]
- divider: [957, 1140, 1133, 1141]
- ad-heading: ΧΑΡΤΟΠΩΛΕΙΟΝ: [508, 1970, 680, 1993]
- divider: [69, 1316, 259, 1318]
- article-text: Ἐκεῖ εἰς τὰς ὄχθας του ὑπάρχουν καὶ τὰ βιβλιοπωλεῖα τὰ περίφημα, τὰ βιβλία τὰ παλαιὰ καὶ τὰ σπάνια, ἀπὸ τὰ ὁποῖα ὁ Ἀνατὸλ Φρὰνς ἐσύνθεσε τὴν βιβλιοθήκην του.: [69, 858, 259, 949]
- headline: ΤΟΥ ΝΟΜΟΥ ΜΕΣΣΗΝΙΑΣ: [1217, 1448, 1315, 1480]
- article-text: Ἄλλοτε ὁ Σηκουανὸς ἦτο ὀλίγον ἐκτός τῆς πόλεως, σήμερον εἶναι ἐντός της. Τὰ βιβλία ἔχουν τὴν ἰδικήν των ζωήν καὶ τὴν ἰδικήν των ἱστορίαν, καὶ πολλοὶ ἀπὸ τοὺς μεγάλους συγγραφεῖς ἀπέκτησαν ἐκεῖ τὰ πρῶτα των βιβλία.: [69, 1076, 259, 1213]
- dateline: ΦΙΛΙΑΤΡΑ, 22 Νοεμβρίου.: [1186, 1502, 1346, 1516]
- ad-text: Πρὸς τὴν πολυπληθῆ πελατείαν μου ἔχω τὸ ὅτι ἀποκλείω ἀπόλυτα τὰ τοῦ κονσερβοποιείου τῶν τινων, κονσερβοποιείων μου ἄλλας καὶ πᾶσαν ἄλλην ὑπὸ τοῦ Ἰσραὴλ ἐκ Κυβωτοῦ καὶ Γιακοουβ.: [69, 1555, 259, 1677]
- column-6: [1163, 128, 1377, 2212]
- headline: ΕΥΧΑΡΙΣΤΗΡΙΟΝ: [291, 1170, 464, 1193]
- divider: [731, 1948, 898, 1949]
- headline: ΚΑΙ ΤΟ ΟΡΙΟΝ ΤΗΣ ΗΛΙΚΙΑΣ: [938, 1464, 1152, 1481]
- article-text: Ὁ ἀρχηγὸς τῆς χωροφυλακῆς κ. Σούτσος διὰ μακρᾶς ἀναφορᾶς ἐκθέσεως τοῦ ἐφεξῆς ὑποδεικνύει τὴν ἀνάγκην τῆς ἀνεγέρσεως ὑπὸ τοῦ Δημοσίου ἰδιοκτήτων κτιρίων διὰ τὴν στέγασιν τῶν Ἀστυνομικῶν καταστημάτων.: [1172, 889, 1360, 1009]
- article-text: Κατὰ συνέπειαν τοῦ ἀγῶνος θὰ πολεμήσωμεν καὶ οἱ ἐκλογεῖς τοῦ νομοῦ θὰ ψηφίσουν τὸν συνδυασμὸν τοῦ κ. Δημάρχου Καρανικόλα.: [278, 1082, 477, 1158]
- ad-heading: ΕΦΘΑΣΑΝ ΕΚ ΕΥΡΩΠΗΣ: [516, 1760, 672, 1775]
- news-item: Ὁ Ἐπίσκοπος Δημητριάδος Γερμανὸς ἐκοίμηθη εἰς τὴν Ἐθνικὴν Βιβλιοθήκην.: [496, 983, 692, 1029]
